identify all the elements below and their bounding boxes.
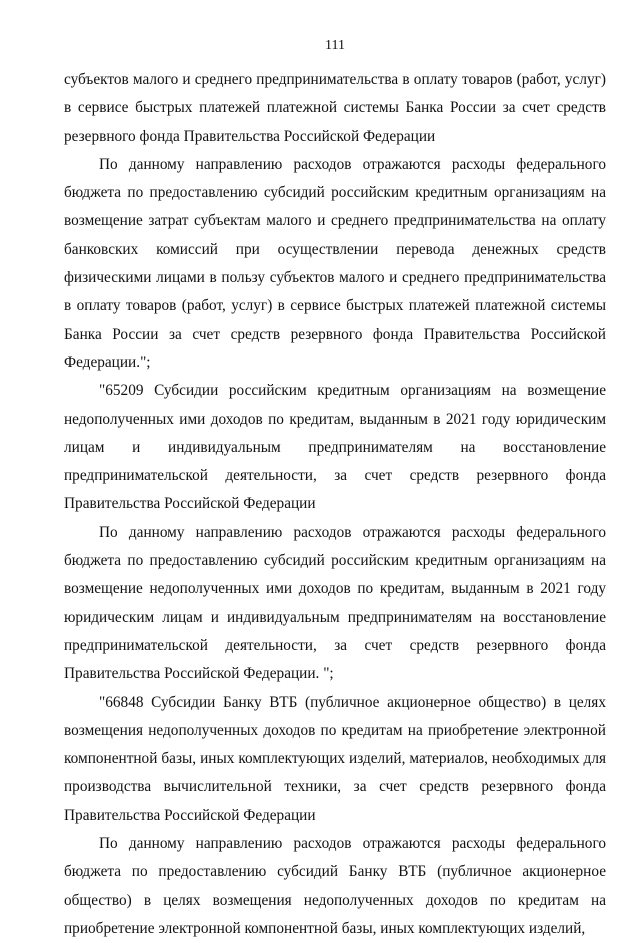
paragraph-description: По данному направлению расходов отражаются расходы федерального бюджета по предоставлению субсидий Банку ВТБ (публичное акционерное общество) в целях возмещения недополученных доходов по кредитам на приобретение электронной компонентной базы, иных комплектующих изделий,: [64, 835, 606, 937]
document-body: [64, 66, 606, 943]
paragraph-continuation: субъектов малого и среднего предпринимательства в оплату товаров (работ, услуг) в сервисе быстрых платежей платежной системы Банка России за счет средств резервного фонда Правительства Российской Федерации: [64, 71, 606, 145]
paragraph-description: По данному направлению расходов отражаются расходы федерального бюджета по предоставлению субсидий российским кредитным организациям на возмещение недополученных ими доходов по кредитам, выданным в 2021 году юридическим лицам и индивидуальным предпринимателям на восстановление предпринимательской деятельности, за счет средств резервного фонда Правительства Российской Федерации. ";: [64, 523, 606, 683]
document-page: [64, 0, 606, 937]
paragraph-code-66848: "66848 Субсидии Банку ВТБ (публичное акционерное общество) в целях возмещения недополученных доходов по кредитам на приобретение электронной компонентной базы, иных комплектующих изделий, материалов, необходимых для производства вычислительной техники, за счет средств резервного фонда Правительства Российской Федерации: [64, 693, 606, 824]
page-number: 111: [325, 38, 345, 53]
paragraph-description: По данному направлению расходов отражаются расходы федерального бюджета по предоставлению субсидий российским кредитным организациям на возмещение затрат субъектам малого и среднего предпринимательства на оплату банковских комиссий при осуществлении перевода денежных средств физическими лицами в пользу субъектов малого и среднего предпринимательства в оплату товаров (работ, услуг) в сервисе быстрых платежей платежной системы Банка России за счет средств резервного фонда Правительства Российской Федерации.";: [64, 155, 606, 371]
paragraph-code-65209: "65209 Субсидии российским кредитным организациям на возмещение недополученных ими доходов по кредитам, выданным в 2021 году юридическим лицам и индивидуальным предпринимателям на восстановление предпринимательской деятельности, за счет средств резервного фонда Правительства Российской Федерации: [64, 382, 606, 513]
